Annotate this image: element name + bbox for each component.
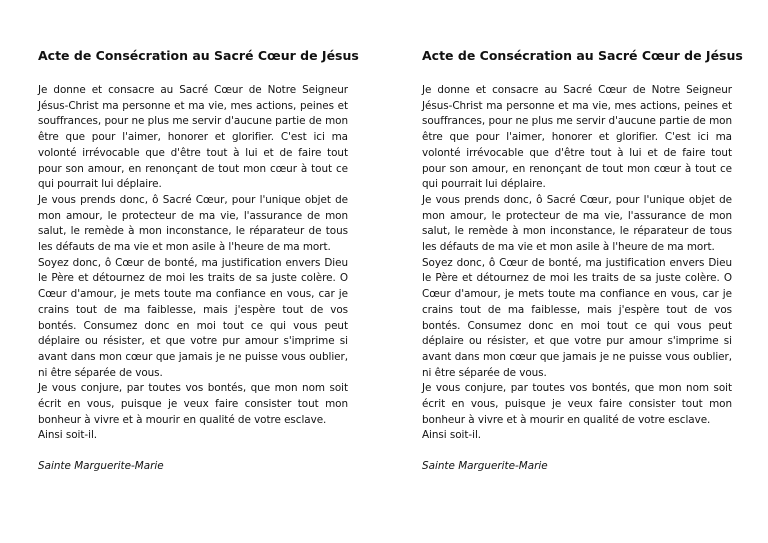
prayer-closing: Ainsi soit-il. — [38, 429, 98, 442]
prayer-title: Acte de Consécration au Sacré Cœur de Jésus — [38, 48, 359, 63]
prayer-signature: Sainte Marguerite-Marie — [38, 460, 164, 473]
prayer-paragraph: Je vous conjure, par toutes vos bontés, que mon nom soit écrit en vous, puisque je veux faire consister tout mon bonheur à vivre et à mourir en qualité de votre esclave. — [422, 382, 732, 426]
prayer-body — [422, 83, 732, 444]
prayer-body — [38, 83, 348, 444]
prayer-column-left — [38, 48, 359, 473]
prayer-closing: Ainsi soit-il. — [422, 429, 482, 442]
prayer-paragraph: Je vous prends donc, ô Sacré Cœur, pour l'unique objet de mon amour, le protecteur de ma vie, l'assurance de mon salut, le remède à mon inconstance, le réparateur de tous les défauts de ma vie et mon asile à l'heure de ma mort. — [38, 193, 348, 254]
prayer-paragraph: Soyez donc, ô Cœur de bonté, ma justification envers Dieu le Père et détournez de moi les traits de sa juste colère. O Cœur d'amour, je mets toute ma confiance en vous, car je crains tout de ma faiblesse, mais j'espère tout de vos bontés. Consumez donc en moi tout ce qui vous peut déplaire ou résister, et que votre pur amour s'imprime si avant dans mon cœur que jamais je ne puisse vous oublier, ni être séparée de vous. — [422, 256, 732, 379]
prayer-title: Acte de Consécration au Sacré Cœur de Jésus — [422, 48, 743, 63]
prayer-paragraph: Je vous conjure, par toutes vos bontés, que mon nom soit écrit en vous, puisque je veux faire consister tout mon bonheur à vivre et à mourir en qualité de votre esclave. — [38, 382, 348, 426]
prayer-signature: Sainte Marguerite-Marie — [422, 460, 548, 473]
prayer-column-right — [422, 48, 743, 473]
prayer-paragraph: Je donne et consacre au Sacré Cœur de Notre Seigneur Jésus-Christ ma personne et ma vie, mes actions, peines et souffrances, pour ne plus me servir d'aucune partie de mon être que pour l'aimer, honorer et glorifier. C'est ici ma volonté irrévocable que d'être tout à lui et de faire tout pour son amour, en renonçant de tout mon cœur à tout ce qui pourrait lui déplaire. — [422, 84, 732, 191]
prayer-paragraph: Je donne et consacre au Sacré Cœur de Notre Seigneur Jésus-Christ ma personne et ma vie, mes actions, peines et souffrances, pour ne plus me servir d'aucune partie de mon être que pour l'aimer, honorer et glorifier. C'est ici ma volonté irrévocable que d'être tout à lui et de faire tout pour son amour, en renonçant de tout mon cœur à tout ce qui pourrait lui déplaire. — [38, 84, 348, 191]
prayer-paragraph: Je vous prends donc, ô Sacré Cœur, pour l'unique objet de mon amour, le protecteur de ma vie, l'assurance de mon salut, le remède à mon inconstance, le réparateur de tous les défauts de ma vie et mon asile à l'heure de ma mort. — [422, 193, 732, 254]
prayer-paragraph: Soyez donc, ô Cœur de bonté, ma justification envers Dieu le Père et détournez de moi les traits de sa juste colère. O Cœur d'amour, je mets toute ma confiance en vous, car je crains tout de ma faiblesse, mais j'espère tout de vos bontés. Consumez donc en moi tout ce qui vous peut déplaire ou résister, et que votre pur amour s'imprime si avant dans mon cœur que jamais je ne puisse vous oublier, ni être séparée de vous. — [38, 256, 348, 379]
